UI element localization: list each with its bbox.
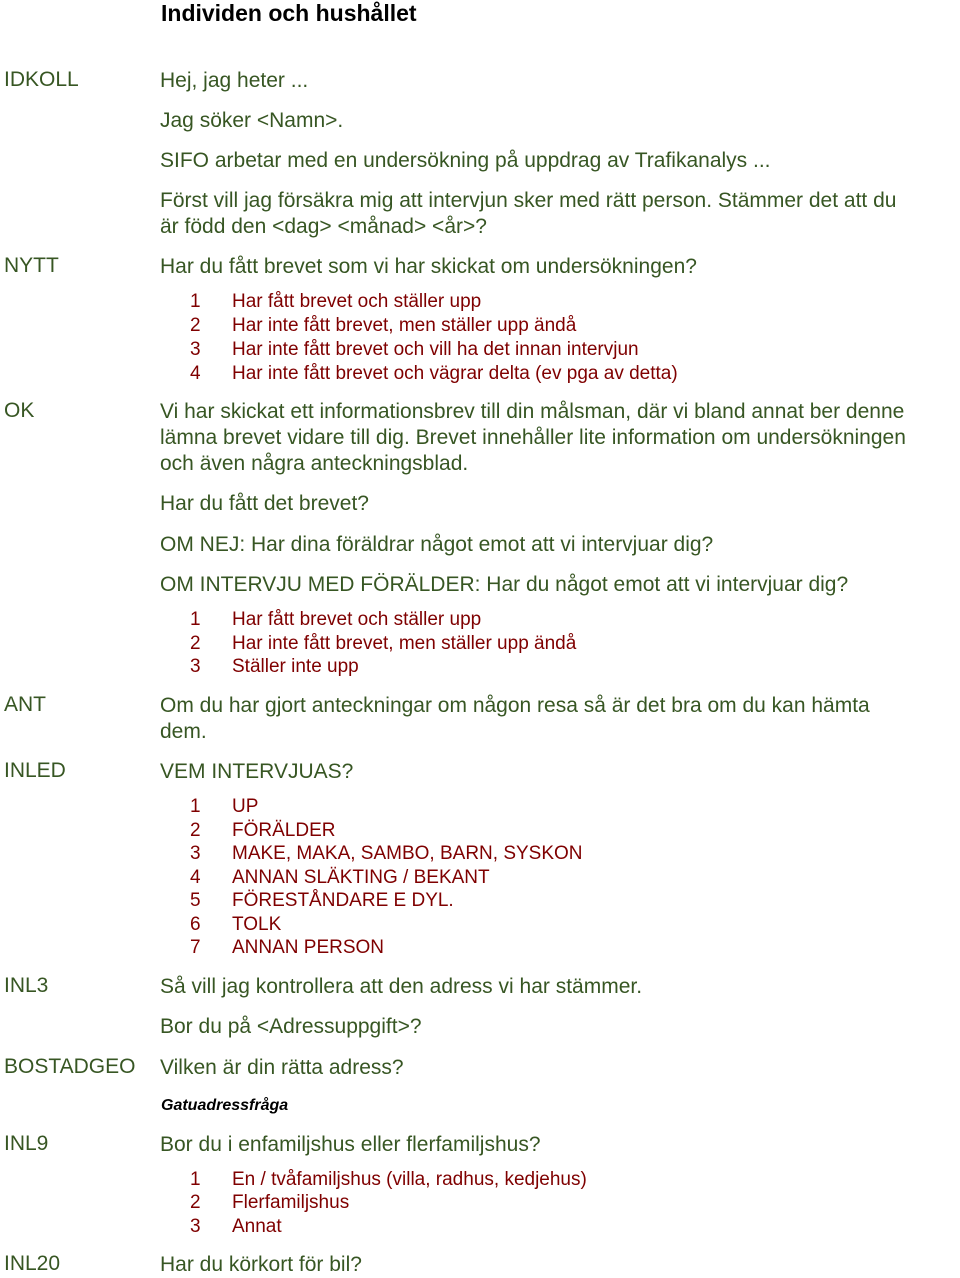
question-code-bostadgeo: BOSTADGEO xyxy=(4,1055,136,1078)
option-label: FÖRESTÅNDARE E DYL. xyxy=(232,890,454,911)
idkoll-line-4b: är född den <dag> <månad> <år>? xyxy=(160,215,487,238)
question-code-nytt: NYTT xyxy=(4,254,59,277)
question-code-inl9: INL9 xyxy=(4,1132,49,1155)
inled-question: VEM INTERVJUAS? xyxy=(160,760,354,783)
ok-option xyxy=(190,633,576,655)
ok-paragraph-line-1: Vi har skickat ett informationsbrev till din målsman, där vi bland annat ber denne xyxy=(160,400,905,423)
option-label: Har inte fått brevet och vill ha det innan intervjun xyxy=(232,339,639,360)
page-title: Individen och hushållet xyxy=(161,0,417,26)
nytt-option xyxy=(190,339,639,361)
option-label: MAKE, MAKA, SAMBO, BARN, SYSKON xyxy=(232,843,583,864)
question-code-inled: INLED xyxy=(4,759,66,782)
inl9-option xyxy=(190,1192,349,1214)
option-number: 3 xyxy=(190,656,201,677)
idkoll-line-2: Jag söker <Namn>. xyxy=(160,109,344,132)
question-code-idkoll: IDKOLL xyxy=(4,68,79,91)
option-number: 1 xyxy=(190,609,201,630)
nytt-option xyxy=(190,363,678,385)
ok-instruction-nej: OM NEJ: Har dina föräldrar något emot att vi intervjuar dig? xyxy=(160,533,714,556)
question-code-inl3: INL3 xyxy=(4,974,49,997)
option-number: 3 xyxy=(190,1216,201,1237)
option-label: Annat xyxy=(232,1216,282,1237)
option-number: 3 xyxy=(190,339,201,360)
option-number: 2 xyxy=(190,633,201,654)
ok-instruction-foralder: OM INTERVJU MED FÖRÄLDER: Har du något emot att vi intervjuar dig? xyxy=(160,573,849,596)
nytt-option xyxy=(190,291,481,313)
inled-option xyxy=(190,890,454,912)
option-number: 4 xyxy=(190,363,201,384)
option-number: 2 xyxy=(190,1192,201,1213)
option-label: Flerfamiljshus xyxy=(232,1192,350,1213)
ant-line-1: Om du har gjort anteckningar om någon resa så är det bra om du kan hämta xyxy=(160,694,870,717)
nytt-question: Har du fått brevet som vi har skickat om undersökningen? xyxy=(160,255,697,278)
question-code-inl20: INL20 xyxy=(4,1252,61,1275)
option-number: 1 xyxy=(190,796,201,817)
inl9-option xyxy=(190,1216,282,1238)
option-label: Har inte fått brevet och vägrar delta (ev pga av detta) xyxy=(232,363,678,384)
option-number: 3 xyxy=(190,843,201,864)
inled-option xyxy=(190,843,583,865)
option-label: Ställer inte upp xyxy=(232,656,359,677)
option-label: Har fått brevet och ställer upp xyxy=(232,609,482,630)
option-label: TOLK xyxy=(232,914,282,935)
inled-option xyxy=(190,820,335,842)
option-number: 7 xyxy=(190,937,201,958)
question-code-ant: ANT xyxy=(4,693,46,716)
bostadgeo-note: Gatuadressfråga xyxy=(161,1097,289,1114)
ant-line-2: dem. xyxy=(160,720,207,743)
inl9-question: Bor du i enfamiljshus eller flerfamiljshus? xyxy=(160,1133,541,1156)
ok-paragraph-line-2: lämna brevet vidare till dig. Brevet innehåller lite information om undersökningen xyxy=(160,426,906,449)
inl20-question: Har du körkort för bil? xyxy=(160,1253,362,1276)
inled-option xyxy=(190,937,384,959)
option-number: 6 xyxy=(190,914,201,935)
option-number: 1 xyxy=(190,291,201,312)
idkoll-line-3: SIFO arbetar med en undersökning på uppdrag av Trafikanalys ... xyxy=(160,149,771,172)
ok-paragraph-line-3: och även några anteckningsblad. xyxy=(160,452,469,475)
option-label: ANNAN SLÄKTING / BEKANT xyxy=(232,867,490,888)
inl9-option xyxy=(190,1169,587,1191)
inled-option xyxy=(190,914,281,936)
option-label: ANNAN PERSON xyxy=(232,937,385,958)
option-label: UP xyxy=(232,796,259,817)
option-number: 2 xyxy=(190,315,201,336)
option-label: En / tvåfamiljshus (villa, radhus, kedjehus) xyxy=(232,1169,587,1190)
bostadgeo-question: Vilken är din rätta adress? xyxy=(160,1056,404,1079)
option-label: Har inte fått brevet, men ställer upp ändå xyxy=(232,633,577,654)
option-label: FÖRÄLDER xyxy=(232,820,336,841)
ok-question: Har du fått det brevet? xyxy=(160,492,369,515)
nytt-option xyxy=(190,315,576,337)
option-number: 4 xyxy=(190,867,201,888)
option-number: 2 xyxy=(190,820,201,841)
option-number: 5 xyxy=(190,890,201,911)
option-label: Har inte fått brevet, men ställer upp ändå xyxy=(232,315,577,336)
inl3-line-2: Bor du på <Adressuppgift>? xyxy=(160,1015,422,1038)
ok-option xyxy=(190,656,359,678)
inl3-line-1: Så vill jag kontrollera att den adress vi har stämmer. xyxy=(160,975,643,998)
ok-option xyxy=(190,609,481,631)
idkoll-line-1: Hej, jag heter ... xyxy=(160,69,309,92)
inled-option xyxy=(190,867,490,889)
idkoll-line-4a: Först vill jag försäkra mig att intervjun sker med rätt person. Stämmer det att du xyxy=(160,189,897,212)
question-code-ok: OK xyxy=(4,399,35,422)
option-number: 1 xyxy=(190,1169,201,1190)
option-label: Har fått brevet och ställer upp xyxy=(232,291,482,312)
inled-option xyxy=(190,796,258,818)
